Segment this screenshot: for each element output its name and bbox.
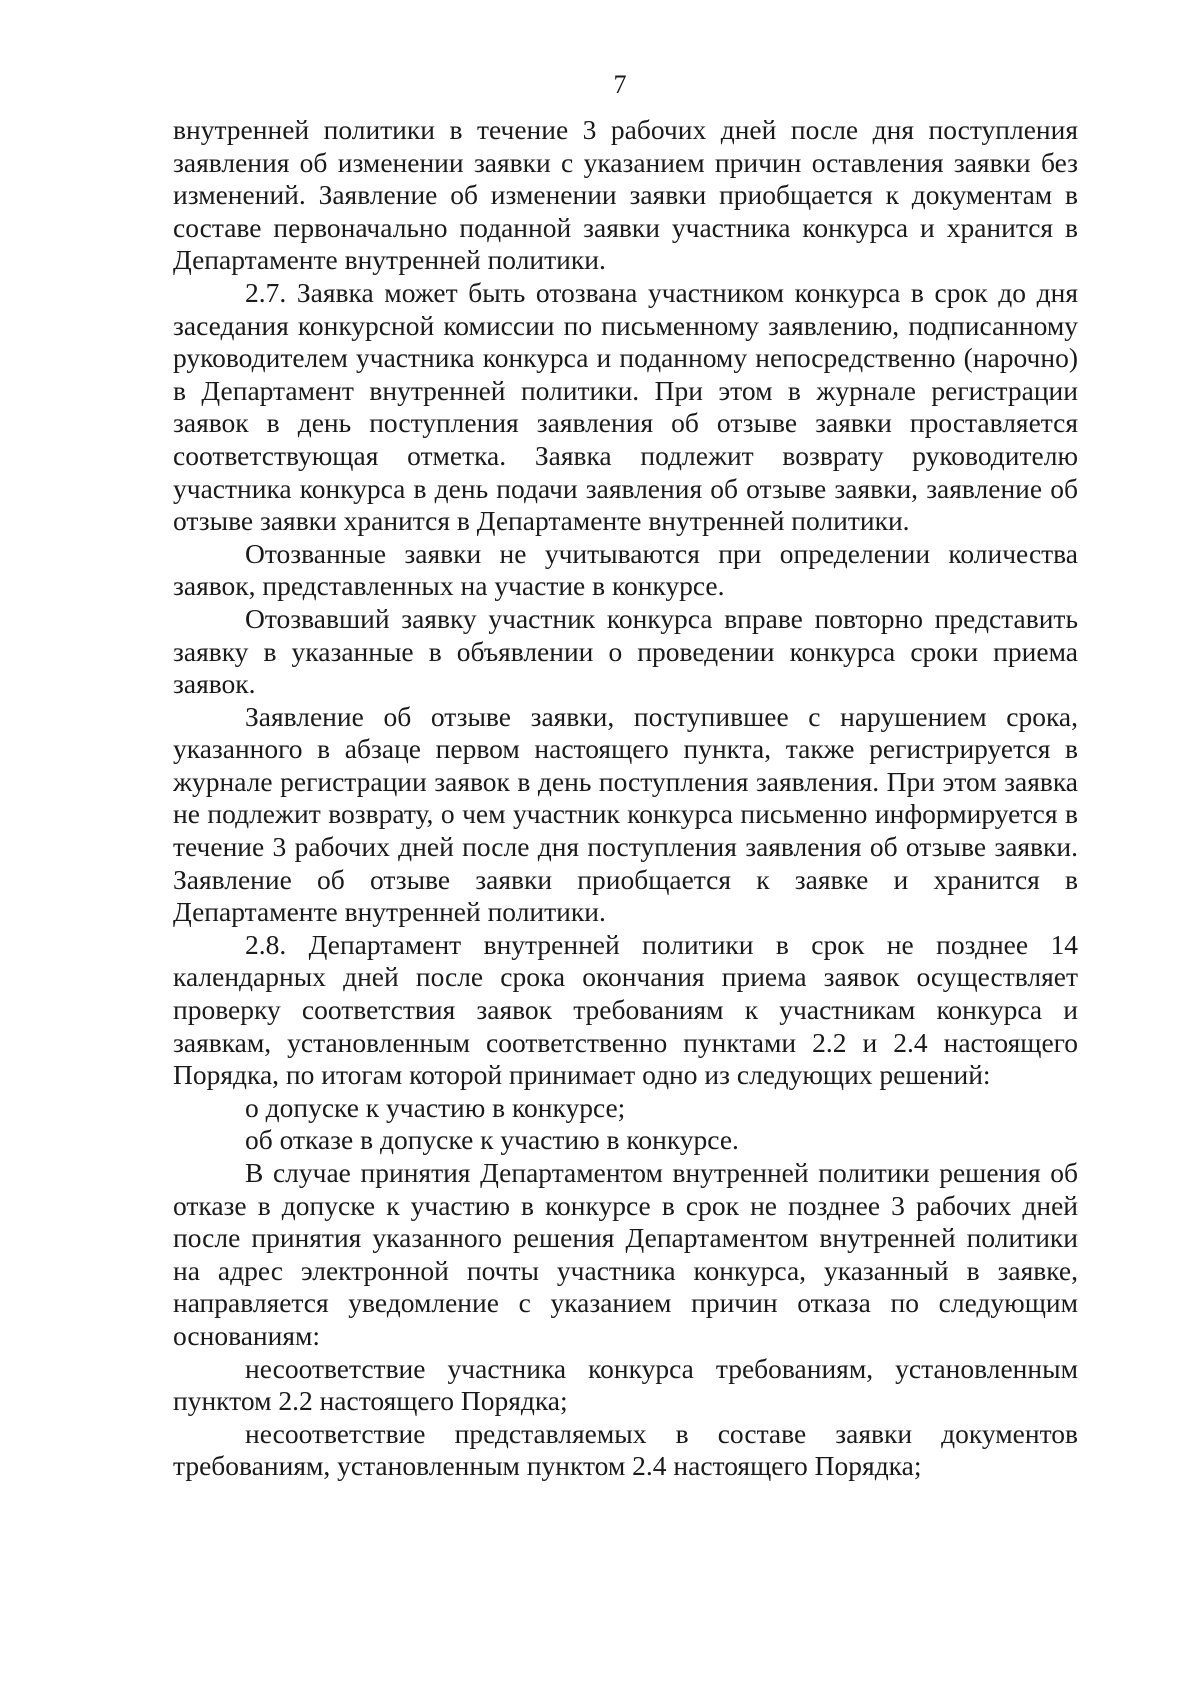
paragraph: Заявление об отзыве заявки, поступившее с нарушением срока, указанного в абзаце первом настоящего пункта, также регистрируется в журнале регистрации заявок в день поступления заявления. При этом заявка не подлежит возврату, о чем участник конкурса письменно информируется в течение 3 рабочих дней после дня поступления заявления об отзыве заявки. Заявление об отзыве заявки приобщается к заявке и хранится в Департаменте внутренней политики.: [173, 700, 1078, 928]
decision-item: о допуске к участию в конкурсе;: [245, 1091, 626, 1123]
paragraph: Отозванные заявки не учитываются при определении количества заявок, представленных на участие в конкурсе.: [173, 537, 1078, 602]
refusal-reason-item: несоответствие представляемых в составе заявки документов требованиям, установленным пунктом 2.4 настоящего Порядка;: [173, 1417, 1078, 1482]
page-number: 7: [613, 70, 627, 99]
paragraph: Отозвавший заявку участник конкурса вправе повторно представить заявку в указанные в объявлении о проведении конкурса сроки приема заявок.: [173, 602, 1078, 700]
paragraph-continuation: внутренней политики в течение 3 рабочих дней после дня поступления заявления об изменении заявки с указанием причин оставления заявки без изменений. Заявление об изменении заявки приобщается к документам в составе первоначально поданной заявки участника конкурса и хранится в Департаменте внутренней политики.: [173, 114, 1078, 276]
refusal-reason-item: несоответствие участника конкурса требованиям, установленным пунктом 2.2 настоящего Порядка;: [173, 1352, 1078, 1417]
paragraph-2-8: 2.8. Департамент внутренней политики в срок не позднее 14 календарных дней после срока окончания приема заявок осуществляет проверку соответствия заявок требованиям к участникам конкурса и заявкам, установленным соответственно пунктами 2.2 и 2.4 настоящего Порядка, по итогам которой принимает одно из следующих решений:: [173, 928, 1078, 1091]
document-body: [173, 114, 1078, 1483]
decision-item: об отказе в допуске к участию в конкурсе.: [245, 1124, 739, 1156]
paragraph-2-7: 2.7. Заявка может быть отозвана участником конкурса в срок до дня заседания конкурсной комиссии по письменному заявлению, подписанному руководителем участника конкурса и поданному непосредственно (нарочно) в Департамент внутренней политики. При этом в журнале регистрации заявок в день поступления заявления об отзыве заявки проставляется соответствующая отметка. Заявка подлежит возврату руководителю участника конкурса в день подачи заявления об отзыве заявки, заявление об отзыве заявки хранится в Департаменте внутренней политики.: [173, 276, 1078, 537]
paragraph: В случае принятия Департаментом внутренней политики решения об отказе в допуске к участию в конкурсе в срок не позднее 3 рабочих дней после принятия указанного решения Департаментом внутренней политики на адрес электронной почты участника конкурса, указанный в заявке, направляется уведомление с указанием причин отказа по следующим основаниям:: [173, 1157, 1078, 1351]
